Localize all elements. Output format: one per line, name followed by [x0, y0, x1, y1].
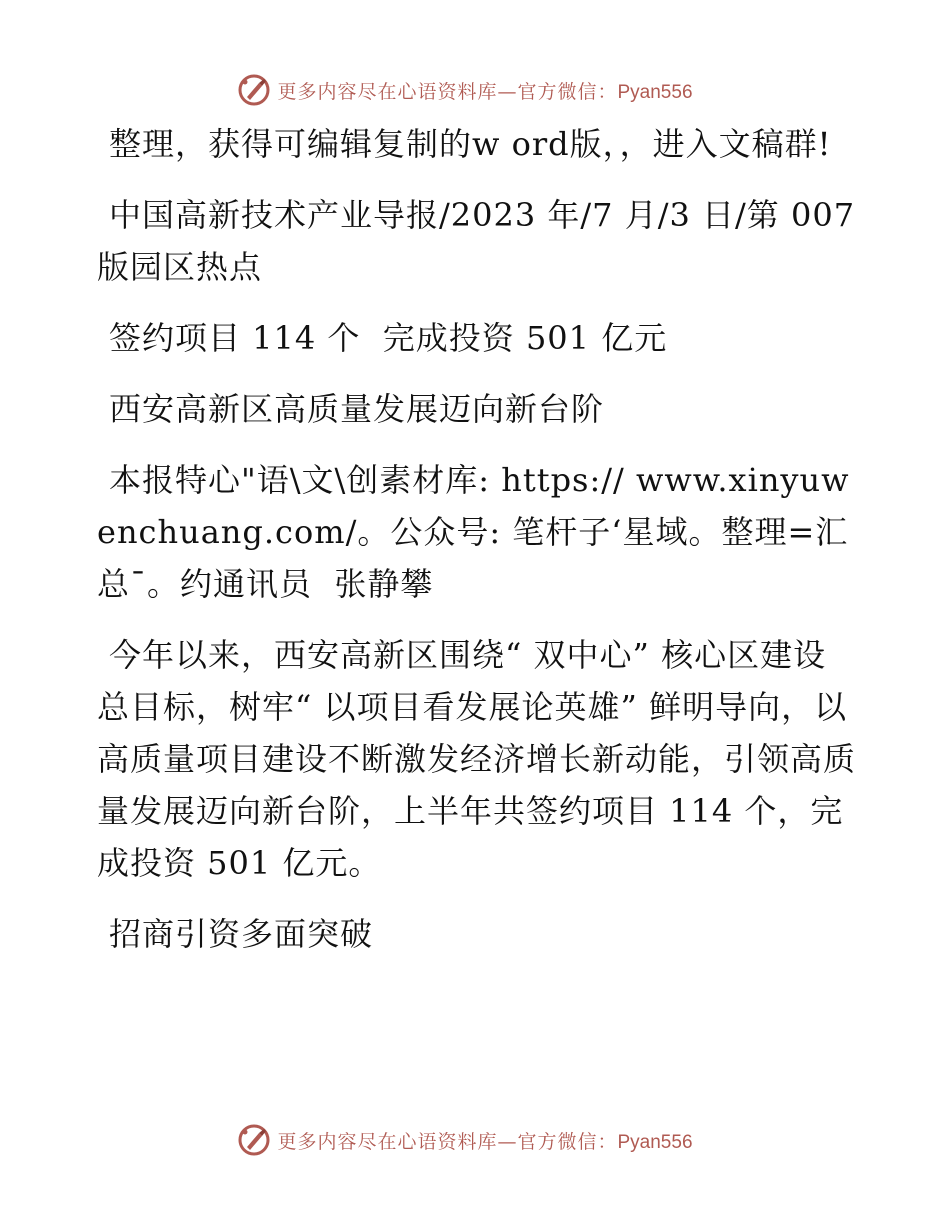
pen-nib-circle-icon — [237, 1123, 271, 1157]
lead-paragraph: 今年以来，西安高新区围绕“ 双中心” 核心区建设总目标，树牢“ 以项目看发展论英雄” 鲜明导向，以高质量项目建设不断激发经济增长新动能，引领高质量发展迈向新台阶，上半年共签约项目 114 个，完成投资 501 亿元。 — [97, 636, 857, 882]
byline: 本报特心"语\文\创素材库: https:// www.xinyuwenchuang.com/。公众号: 笔杆子‘星域。整理=汇总¯。约通讯员 张静攀 — [97, 461, 850, 603]
headline-kicker: 签约项目 114 个 完成投资 501 亿元 — [109, 319, 668, 357]
header-watermark-main: 更多内容尽在心语资料库—官方微信： — [277, 80, 618, 103]
header-watermark-text — [277, 77, 692, 104]
header-watermark — [0, 70, 950, 110]
intro-note: 整理，获得可编辑复制的w ord版，，进入文稿群! — [109, 125, 832, 163]
footer-watermark-inner — [237, 1123, 692, 1157]
footer-watermark — [0, 1120, 950, 1160]
section-heading: 招商引资多面突破 — [109, 915, 374, 953]
source-line: 中国高新技术产业导报/2023 年/7 月/3 日/第 007 版园区热点 — [97, 196, 867, 286]
pen-nib-circle-icon — [237, 73, 271, 107]
footer-watermark-text — [277, 1127, 692, 1154]
header-watermark-inner — [237, 73, 692, 107]
headline-title: 西安高新区高质量发展迈向新台阶 — [109, 390, 605, 428]
header-wechat-id: Pyan556 — [617, 81, 693, 103]
footer-watermark-main: 更多内容尽在心语资料库—官方微信： — [277, 1130, 618, 1153]
footer-wechat-id: Pyan556 — [617, 1131, 693, 1153]
document-body — [97, 118, 867, 979]
